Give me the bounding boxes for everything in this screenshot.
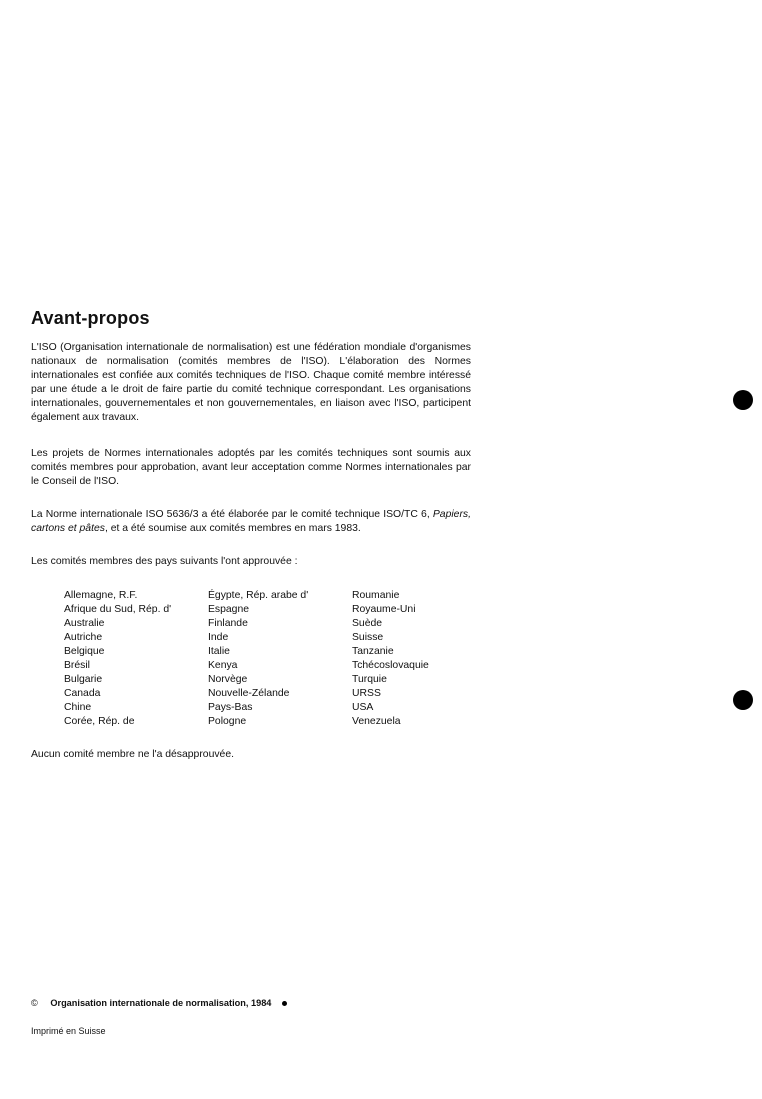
bullet-icon [282, 1001, 287, 1006]
country-item: Canada [64, 688, 101, 699]
country-item: Tchécoslovaquie [352, 660, 429, 671]
country-item: Norvège [208, 674, 248, 685]
country-item: Finlande [208, 618, 248, 629]
country-item: Afrique du Sud, Rép. d' [64, 604, 172, 615]
country-item: Chine [64, 702, 92, 713]
country-item: Inde [208, 632, 229, 643]
page-title: Avant-propos [31, 308, 150, 328]
country-item: URSS [352, 688, 381, 699]
country-item: Espagne [208, 604, 250, 615]
approving-members-intro: Les comités membres des pays suivants l'ont approuvée : [31, 556, 298, 567]
standard-paragraph [31, 508, 471, 536]
intro-paragraph: L'ISO (Organisation internationale de normalisation) est une fédération mondiale d'organismes nationaux de normalisation (comités membres de l'ISO). L'élaboration des Normes internationales est confiée aux comités techniques de l'ISO. Chaque comité membre intéressé par une étude a le droit de faire partie du comité technique correspondant. Les organisations internationales, gouvernementales et non gouvernementales, en liaison avec l'ISO, participent également aux travaux. [31, 342, 471, 423]
country-item: Turquie [352, 674, 387, 685]
country-item: Suisse [352, 632, 384, 643]
copyright-icon: © [31, 998, 38, 1008]
country-item: Australie [64, 618, 105, 629]
country-item: Belgique [64, 646, 105, 657]
binding-hole-mark-bottom [733, 690, 753, 710]
binding-hole-mark-top [733, 390, 753, 410]
country-item: Égypte, Rép. arabe d' [208, 590, 309, 601]
country-item: Brésil [64, 660, 90, 671]
country-item: Pologne [208, 716, 247, 727]
copyright-organisation: Organisation internationale de normalisation, 1984 [50, 998, 272, 1008]
disapproval-paragraph: Aucun comité membre ne l'a désapprouvée. [31, 749, 234, 760]
country-item: USA [352, 702, 374, 713]
standard-paragraph-start: La Norme internationale ISO 5636/3 a été élaborée par le comité technique ISO/TC 6, [31, 509, 430, 520]
country-column-2 [208, 589, 308, 729]
printed-in: Imprimé en Suisse [31, 1026, 106, 1036]
country-item: Autriche [64, 632, 103, 643]
country-item: Italie [208, 646, 230, 657]
committee-title: Papiers, cartons et pâtes [31, 509, 471, 534]
country-item: Allemagne, R.F. [64, 590, 138, 601]
country-item: Corée, Rép. de [64, 716, 135, 727]
country-item: Royaume-Uni [352, 604, 416, 615]
country-item: Nouvelle-Zélande [208, 688, 290, 699]
country-item: Pays-Bas [208, 702, 253, 713]
country-item: Roumanie [352, 590, 400, 601]
country-column-1 [64, 589, 171, 729]
country-item: Venezuela [352, 716, 401, 727]
country-item: Bulgarie [64, 674, 103, 685]
copyright-line [31, 998, 287, 1008]
approval-paragraph: Les projets de Normes internationales adoptés par les comités techniques sont soumis aux comités membres pour approbation, avant leur acceptation comme Normes internationales par le Conseil de l'ISO. [31, 448, 471, 487]
country-item: Suède [352, 618, 383, 629]
country-item: Tanzanie [352, 646, 394, 657]
country-column-3 [352, 589, 429, 729]
standard-paragraph-end: , et a été soumise aux comités membres en mars 1983. [104, 523, 361, 534]
country-item: Kenya [208, 660, 238, 671]
